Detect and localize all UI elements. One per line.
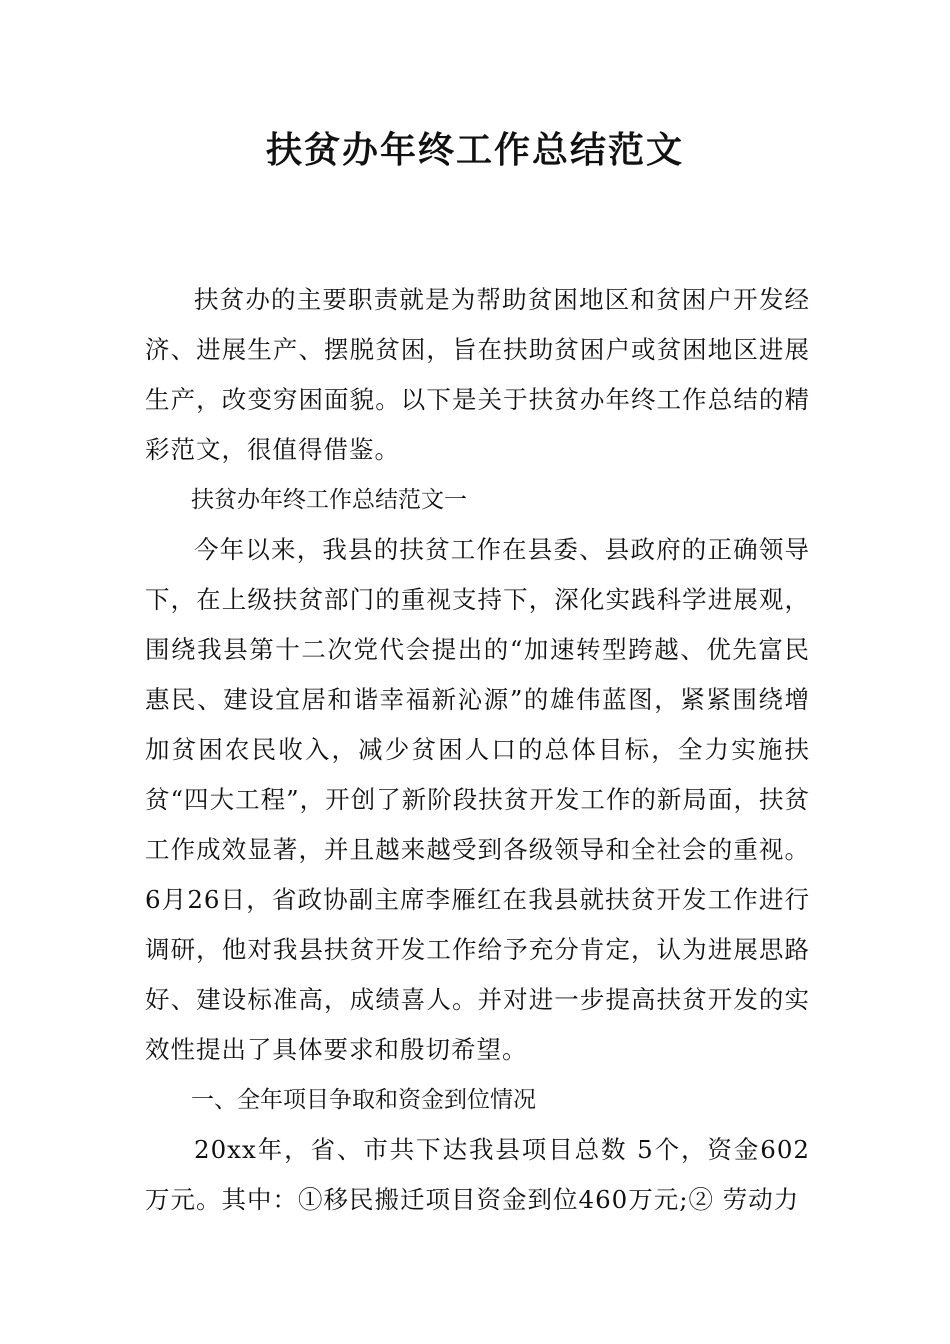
section-heading-sample-one: 扶贫办年终工作总结范文一 bbox=[191, 487, 467, 513]
projects-paragraph: 20xx年，省、市共下达我县项目总数 5个，资金602万元。其中：①移民搬迁项目资金到位460万元;② 劳动力 bbox=[145, 1135, 810, 1214]
section-heading-projects-funds: 一、全年项目争取和资金到位情况 bbox=[191, 1087, 536, 1113]
document-title: 扶贫办年终工作总结范文 bbox=[265, 130, 684, 171]
summary-paragraph: 今年以来，我县的扶贫工作在县委、县政府的正确领导下，在上级扶贫部门的重视支持下，深化实践科学进展观，围绕我县第十二次党代会提出的“加速转型跨越、优先富民惠民、建设宜居和谐幸福新沁源”的雄伟蓝图，紧紧围绕增加贫困农民收入，减少贫困人口的总体目标，全力实施扶贫“四大工程”，开创了新阶段扶贫开发工作的新局面，扶贫工作成效显著，并且越来越受到各级领导和全社会的重视。6月26日，省政协副主席李雁红在我县就扶贫开发工作进行调研，他对我县扶贫开发工作给予充分肯定，认为进展思路好、建设标准高，成绩喜人。并对进一步提高扶贫开发的实效性提出了具体要求和殷切希望。 bbox=[145, 535, 810, 1064]
document-body bbox=[145, 275, 810, 1225]
intro-paragraph: 扶贫办的主要职责就是为帮助贫困地区和贫困户开发经济、进展生产、摆脱贫困，旨在扶助贫困户或贫困地区进展生产，改变穷困面貌。以下是关于扶贫办年终工作总结的精彩范文，很值得借鉴。 bbox=[145, 285, 810, 464]
